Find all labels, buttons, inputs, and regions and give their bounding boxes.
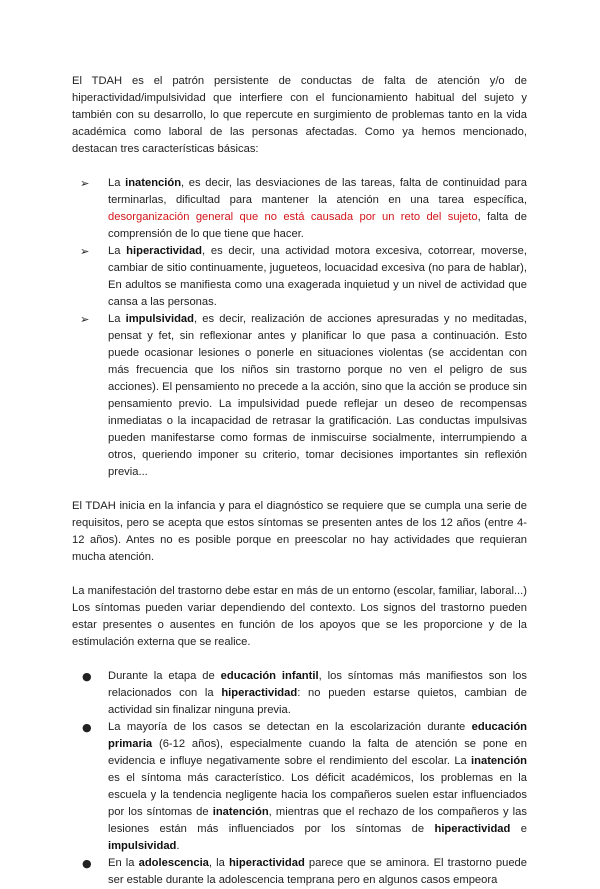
- arrow-bullet-icon: ➢: [80, 177, 90, 190]
- list-item-infantil: ● Durante la etapa de educación infantil, los síntomas más manifiestos son los relacionados con la hiperactividad: no pueden estarse quietos, cambian de actividad sin finalizar ninguna previa.: [82, 670, 527, 716]
- list-item-primaria: ● La mayoría de los casos se detectan en la escolarización durante educación primaria (6-12 años), especialmente cuando la falta de atención se pone en evidencia e influye negativamente sobre el rendimiento del escolar. La inatención es el síntoma más característico. Los déficit académicos, los problemas en la escuela y la tendencia negligente hacia los compañeros suelen estar influenciados por los síntomas de inatención, mientras que el rechazo de los compañeros y las lesiones están más influenciados por los síntomas de hiperactividad e impulsividad.: [82, 721, 527, 852]
- list-item-adolescencia: ● En la adolescencia, la hiperactividad parece que se aminora. El trastorno puede ser estable durante la adolescencia temprana pero en algunos casos empeora: [82, 857, 528, 886]
- bullet-dot-icon: ●: [82, 857, 92, 870]
- stages-list: [72, 668, 527, 889]
- bullet-dot-icon: ●: [82, 721, 92, 734]
- intro-paragraph: El TDAH es el patrón persistente de conductas de falta de atención y/o de hiperactividad/impulsividad que interfiere con el funcionamiento habitual del sujeto y también con su desarrollo, lo que repercute en surgimiento de problemas tanto en la vida académica como laboral de las personas afectadas. Como ya hemos mencionado, destacan tres características básicas:: [72, 75, 527, 155]
- document-body: [72, 73, 527, 889]
- arrow-bullet-icon: ➢: [80, 245, 90, 258]
- list-item-inatencion: ➢ La inatención, es decir, las desviaciones de las tareas, falta de continuidad para terminarlas, dificultad para mantener la atención en una tarea específica, desorganización general que no está causada por un reto del sujeto, falta de comprensión de lo que tiene que hacer.: [80, 177, 528, 240]
- term-inatencion: inatención: [125, 177, 182, 189]
- list-item-hiperactividad: ➢ La hiperactividad, es decir, una actividad motora excesiva, cotorrear, moverse, cambiar de sitio continuamente, jugueteos, locuacidad excesiva (no para de hablar), En adultos se manifiesta como una exagerada inquietud y un nivel de actividad que cansa a las personas.: [80, 245, 527, 308]
- term-impulsividad: impulsividad: [125, 313, 194, 325]
- characteristics-list: [72, 175, 527, 481]
- arrow-bullet-icon: ➢: [80, 313, 90, 326]
- list-item-impulsividad: ➢ La impulsividad, es decir, realización de acciones apresuradas y no meditadas, pensat y fet, sin reflexionar antes y planificar lo que pasa a continuación. Esto puede ocasionar lesiones o ponerle en situaciones violentas (se accidentan con más frecuencia que los niños sin trastorno porque no ven el peligro de sus acciones). El pensamiento no precede a la acción, sino que la acción se produce sin pensamiento previo. La impulsividad puede reflejar un deseo de recompensas inmediatas o la incapacidad de retrasar la gratificación. Las conductas impulsivas pueden manifestarse como formas de inmiscuirse socialmente, interrumpiendo a otros, queriendo imponer su criterio, tomar decisiones importantes sin reflexión previa...: [80, 313, 527, 478]
- highlighted-text: desorganización general que no está causada por un reto del sujeto: [108, 211, 478, 223]
- term-hiperactividad: hiperactividad: [126, 245, 203, 257]
- manifestation-paragraph: La manifestación del trastorno debe estar en más de un entorno (escolar, familiar, laboral...) Los síntomas pueden variar dependiendo del contexto. Los signos del trastorno pueden estar presentes o ausentes en función de los apoyos que se les proporcione y de la estimulación externa que se realice.: [72, 585, 527, 648]
- bullet-dot-icon: ●: [82, 670, 92, 683]
- onset-paragraph: El TDAH inicia en la infancia y para el diagnóstico se requiere que se cumpla una serie de requisitos, pero se acepta que estos síntomas se presenten antes de los 12 años (entre 4-12 años). Antes no es posible porque en preescolar no hay actividades que requieran mucha atención.: [72, 500, 527, 563]
